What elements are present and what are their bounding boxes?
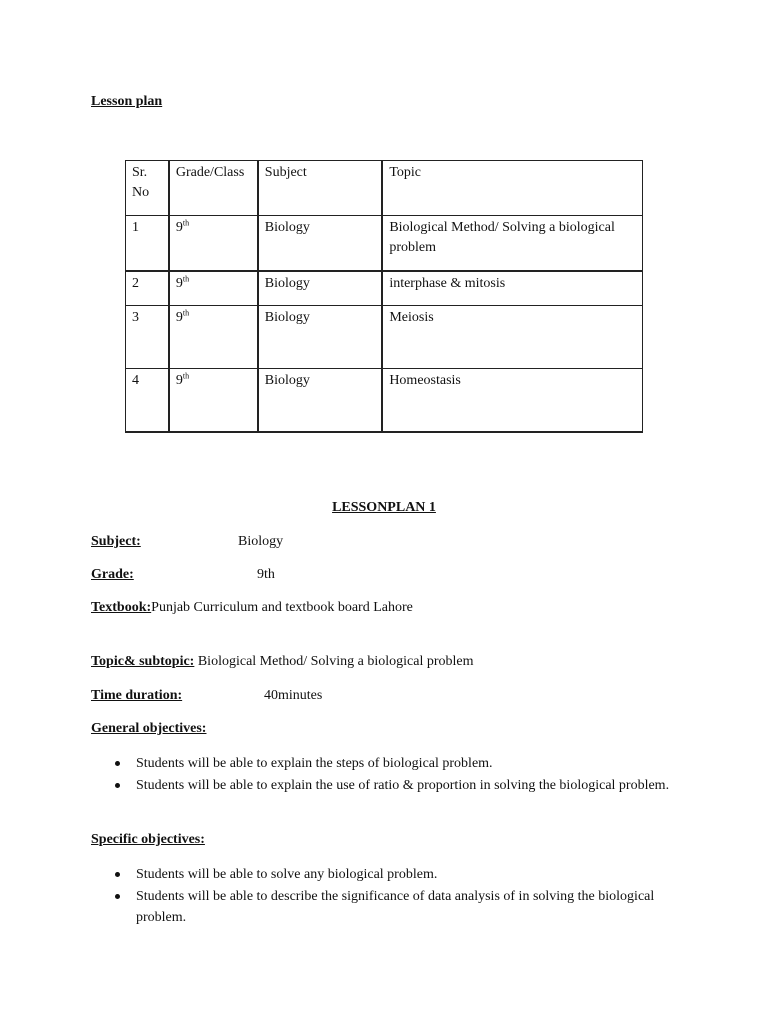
cell-sr: 2 [126, 271, 169, 306]
bullet-icon [115, 783, 120, 788]
cell-topic: interphase & mitosis [382, 271, 642, 306]
subject-value: Biology [238, 534, 284, 549]
cell-subject: Biology [258, 306, 383, 369]
topic-value: Biological Method/ Solving a biological problem [194, 654, 474, 669]
general-objectives-heading: General objectives: [91, 721, 207, 736]
cell-subject: Biology [258, 216, 383, 271]
column-header-grade: Grade/Class [169, 161, 258, 216]
time-duration-value: 40minutes [264, 688, 323, 703]
specific-objectives-list [91, 864, 671, 929]
specific-objectives-heading: Specific objectives: [91, 832, 205, 847]
list-item: Students will be able to describe the significance of data analysis of in solving the biological problem. [91, 886, 671, 928]
topic-field [91, 654, 474, 670]
grade-label: Grade: [91, 567, 134, 582]
time-duration-field [91, 688, 323, 704]
column-header-topic: Topic [382, 161, 642, 216]
cell-topic: Meiosis [382, 306, 642, 369]
textbook-value: Punjab Curriculum and textbook board Lahore [151, 600, 413, 615]
cell-sr: 4 [126, 369, 169, 432]
column-header-subject: Subject [258, 161, 383, 216]
grade-field [91, 567, 275, 583]
cell-grade: 9th [169, 306, 258, 369]
grade-value: 9th [257, 567, 275, 582]
lesson-title: LESSONPLAN 1 [332, 500, 436, 515]
textbook-label: Textbook: [91, 600, 152, 615]
page-heading: Lesson plan [91, 94, 163, 109]
list-item: Students will be able to solve any biological problem. [91, 864, 671, 885]
subject-label: Subject: [91, 534, 141, 549]
list-item: Students will be able to explain the use of ratio & proportion in solving the biological problem. [91, 775, 671, 796]
table-row [126, 271, 643, 306]
cell-sr: 3 [126, 306, 169, 369]
textbook-field [91, 600, 413, 616]
list-item: Students will be able to explain the steps of biological problem. [91, 753, 671, 774]
time-duration-label: Time duration: [91, 688, 183, 703]
cell-subject: Biology [258, 369, 383, 432]
cell-grade: 9th [169, 271, 258, 306]
table-row [126, 306, 643, 369]
topic-label: Topic& subtopic: [91, 654, 195, 669]
cell-topic: Biological Method/ Solving a biological problem [382, 216, 642, 271]
bullet-icon [115, 872, 120, 877]
general-objectives-list [91, 753, 671, 797]
table-row [126, 216, 643, 271]
cell-sr: 1 [126, 216, 169, 271]
bullet-icon [115, 761, 120, 766]
column-header-sr-no: Sr. No [126, 161, 169, 216]
table-row [126, 369, 643, 432]
subject-field [91, 534, 284, 550]
cell-topic: Homeostasis [382, 369, 642, 432]
bullet-icon [115, 894, 120, 899]
cell-subject: Biology [258, 271, 383, 306]
table-header-row [126, 161, 643, 216]
cell-grade: 9th [169, 369, 258, 432]
cell-grade: 9th [169, 216, 258, 271]
lesson-plan-table [125, 160, 643, 433]
